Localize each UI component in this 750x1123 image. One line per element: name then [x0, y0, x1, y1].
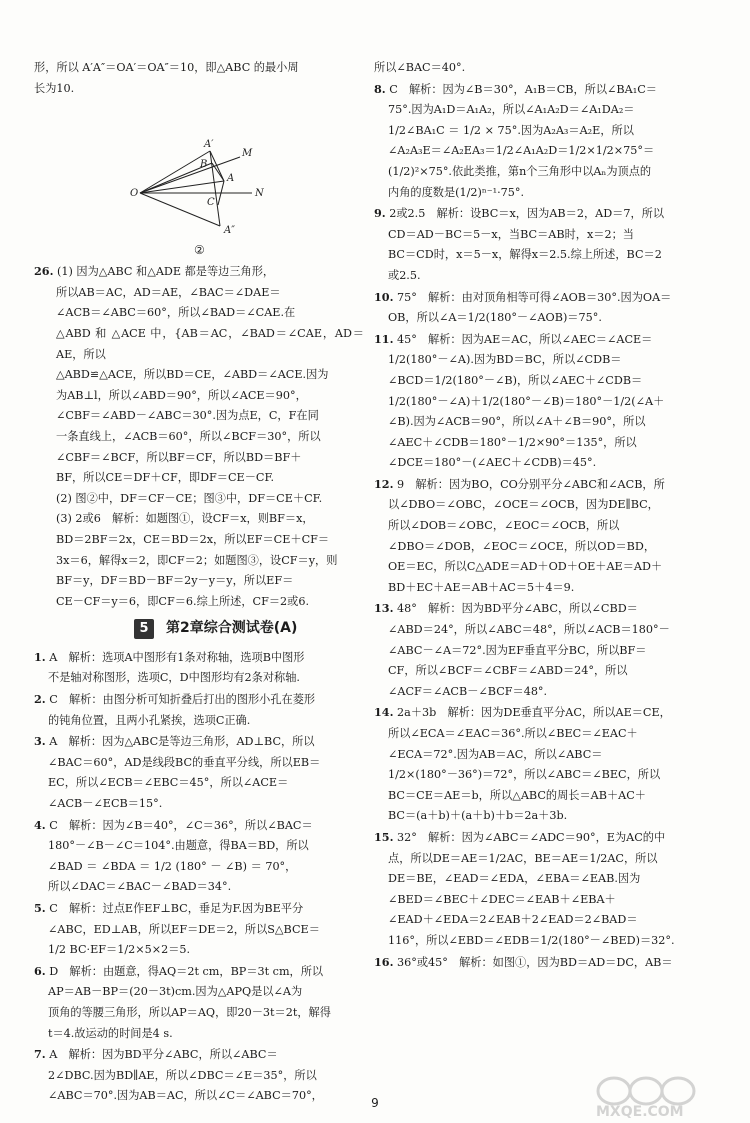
answer-line [34, 731, 364, 753]
answer-list [374, 58, 720, 973]
answer-line [374, 931, 720, 952]
answer-line [374, 890, 720, 911]
question-number: 7. [34, 1047, 46, 1062]
answer-line [374, 537, 720, 558]
answer-line [34, 836, 364, 857]
answer-text: ∠BAD ＝ ∠BDA ＝ 1/2 (180° － ∠B) ＝ 70°， [48, 859, 297, 873]
answer-text: 32° 解析：因为∠ABC＝∠ADC＝90°，E为AC的中 [397, 830, 666, 844]
answer-line: 为AB⊥l，所以∠ABD＝90°，所以∠ACE＝90°， [56, 388, 307, 402]
answer-line [34, 689, 364, 711]
answer-text: A 解析：因为△ABC是等边三角形，AD⊥BC，所以 [49, 735, 315, 749]
answer-text: 9 解析：因为BO，CO分别平分∠ABC和∠ACB，所 [397, 477, 665, 491]
answer-text: C 解析：过点E作EF⊥BC，垂足为F.因为BE平分 [49, 902, 304, 915]
answer-line [34, 815, 364, 837]
question-number: 15. [374, 829, 394, 844]
answer-line [34, 1066, 364, 1087]
answer-text: 75°.因为A₁D＝A₁A₂，所以∠A₁A₂D＝∠A₁DA₂＝ [388, 103, 635, 117]
answer-line [374, 661, 720, 682]
answer-text: 2∠DBC.因为BD∥AE，所以∠DBC＝∠E＝35°，所以 [48, 1068, 317, 1082]
answer-text: ∠ACB－∠ECB＝15°. [48, 797, 163, 811]
answer-line [34, 773, 364, 794]
answer-line [374, 100, 720, 121]
answer-text: ∠BED＝∠BEC＋∠DEC＝∠EAB＋∠EBA＋ [388, 892, 616, 906]
answer-text: 2或2.5 解析：设BC＝x，因为AB＝2，AD＝7，所以 [389, 207, 665, 221]
answer-line: (3) 2或6 解析：如题图①，设CF＝x，则BF＝x， [56, 512, 314, 526]
answer-text: ∠ABD＝24°，所以∠ABC＝48°，所以∠ACB＝180°－ [388, 623, 670, 637]
watermark-logo [586, 1073, 736, 1119]
answer-text: ∠BAC＝60°，AD是线段BC的垂直平分线，所以EB＝ [48, 755, 321, 769]
answer-line [34, 1044, 364, 1066]
answer-text: ∠ABC＝70°.因为AB＝AC，所以∠C＝∠ABC＝70°， [48, 1089, 323, 1103]
point-label: C [207, 197, 215, 209]
page-number: 9 [371, 1096, 379, 1110]
answer-line [374, 453, 720, 474]
answer-text: 1/2×(180°－36°)＝72°，所以∠ABC＝∠BEC，所以 [388, 768, 661, 782]
answer-text: 或2.5. [388, 268, 421, 282]
answer-line [374, 203, 720, 225]
answer-line [374, 910, 720, 931]
answer-line [374, 724, 720, 745]
answer-text: t＝4.故运动的时间是4 s. [48, 1026, 173, 1040]
answer-text: 36°或45° 解析：如图①，因为BD＝AD＝DC，AB＝ [397, 955, 673, 969]
answer-line [374, 495, 720, 516]
answer-line: ∠ACB＝∠ABC＝60°，所以∠BAD＝∠CAE.在 [56, 306, 296, 320]
answer-line [374, 433, 720, 454]
answer-text: ∠ECA＝72°.因为AB＝AC，所以∠ABC＝ [388, 747, 603, 761]
question-number: 12. [374, 476, 394, 491]
point-label: N [255, 188, 264, 200]
answer-line [374, 287, 720, 309]
answer-line [34, 753, 364, 774]
question-number: 13. [374, 601, 394, 616]
answer-line [34, 1003, 364, 1024]
answer-text: ∠DBO＝∠DOB，∠EOC＝∠OCE，所以OD＝BD， [388, 539, 656, 553]
answer-text: A 解析：因为BD平分∠ABC，所以∠ABC＝ [49, 1048, 278, 1062]
answer-text: ∠ABC－∠A＝72°.因为EF垂直平分BC，所以BF＝ [388, 643, 647, 657]
answer-line [374, 245, 720, 266]
answer-text: 所以∠DOB＝∠OBC，∠EOC＝∠OCB，所以 [388, 519, 620, 533]
question-number: 9. [374, 206, 386, 221]
answer-line: 所以AB＝AC，AD＝AE，∠BAC＝∠DAE＝ [56, 285, 281, 299]
answer-list [34, 647, 364, 1107]
answer-line [374, 392, 720, 413]
answer-text: 1/2 BC·EF＝1/2×5×2＝5. [48, 943, 191, 957]
answer-line [34, 940, 364, 961]
question-number: 1. [34, 649, 46, 664]
answer-text: C 解析：因为∠B＝30°，A₁B＝CB，所以∠BA₁C＝ [389, 82, 657, 96]
answer-text: ∠ACF＝∠ACB－∠BCF＝48°. [388, 684, 548, 698]
answer-line [34, 920, 364, 941]
answer-line [34, 668, 364, 689]
answer-text: 所以∠DAC＝∠BAC－∠BAD＝34°. [48, 880, 232, 894]
answer-text: 内角的度数是(1/2)ⁿ⁻¹·75°. [388, 185, 525, 199]
answer-text: BD＋EC＋AE＝AB＋AC＝5＋4＝9. [388, 580, 575, 594]
answer-line: △ABD 和 △ACE 中，{AB＝AC，∠BAD＝∠CAE，AD＝AE，所以 [56, 326, 364, 361]
answer-line [374, 702, 720, 724]
question-number: 11. [374, 331, 394, 346]
point-label: B [200, 159, 208, 171]
answer-line [374, 79, 720, 101]
answer-text: ∠EAD＋∠EDA＝2∠EAB＋2∠EAD＝2∠BAD＝ [388, 913, 638, 927]
answer-text: 2a＋3b 解析：因为DE垂直平分AC，所以AE＝CE， [397, 706, 671, 720]
section-title: 第2章综合测试卷(A) [166, 620, 298, 637]
watermark-text: MXQE.COM [596, 1104, 684, 1119]
question-number: 5. [34, 901, 46, 915]
answer-line [374, 952, 720, 974]
answer-line [374, 869, 720, 890]
answer-line [374, 162, 720, 183]
answer-line [374, 371, 720, 392]
question-number: 4. [34, 817, 46, 832]
answer-text: 所以∠BAC＝40°. [374, 61, 466, 74]
answer-line: (1) 因为△ABC 和△ADE 都是等边三角形， [57, 265, 275, 279]
answer-line [374, 641, 720, 662]
answer-text: OB，所以∠A＝1/2(180°－∠AOB)＝75°. [388, 311, 602, 325]
answer-line [34, 961, 364, 983]
answer-line [374, 598, 720, 620]
answer-text: ∠DCE＝180°－(∠AEC＋∠CDB)＝45°. [388, 456, 597, 470]
question-number: 14. [374, 705, 394, 720]
answer-line: BF＝y，DF＝BD－BF＝2y－y＝y，所以EF＝ [56, 574, 294, 588]
answer-text: 不是轴对称图形，选项C，D中图形均有2条对称轴. [48, 671, 300, 685]
answer-line [374, 578, 720, 599]
answer-line [374, 682, 720, 703]
answer-text: 180°－∠B－∠C＝104°.由题意，得BA＝BD，所以 [48, 839, 309, 853]
answer-line: 3x＝6，解得x＝2，即CF＝2；如题图③，设CF＝y，则 [56, 553, 338, 567]
point-label: A [227, 173, 235, 185]
answer-text: 顶角的等腰三角形，所以AP＝AQ，即20－3t＝2t，解得 [48, 1005, 331, 1019]
answer-line: ∠CBF＝∠BCF，所以BF＝CF，所以BD＝BF＋ [56, 450, 302, 464]
question-number: 6. [34, 963, 46, 978]
answer-line [34, 1024, 364, 1045]
question-number: 16. [374, 954, 394, 969]
question-number: 3. [34, 734, 46, 749]
answer-line [34, 857, 364, 878]
answer-line [374, 308, 720, 329]
answer-text: 45° 解析：因为AE＝AC，所以∠AEC＝∠ACE＝ [397, 332, 653, 346]
answer-text: 116°，所以∠EBD＝∠EDB＝1/2(180°－∠BED)＝32°. [388, 933, 675, 947]
answer-line [374, 474, 720, 496]
answer-text: DE＝BE，∠EAD＝∠EDA，∠EBA＝∠EAB.因为 [388, 872, 641, 886]
answer-text: BC＝CE＝AE＝b，所以△ABC的周长＝AB＋AC＋ [388, 788, 646, 802]
answer-line [374, 266, 720, 287]
answer-line [374, 786, 720, 807]
answer-line [374, 765, 720, 786]
answer-line [374, 141, 720, 162]
answer-line [374, 620, 720, 641]
answer-line: BD＝2BF＝2x，CE＝BD＝2x，所以EF＝CE＋CF＝ [56, 532, 330, 546]
answer-text: 1/2∠BA₁C ＝ 1/2 × 75°.因为A₂A₃＝A₂E，所以 [388, 123, 634, 137]
section-heading [34, 618, 364, 639]
answer-line [374, 557, 720, 578]
answer-text: ∠A₂A₃E＝∠A₂EA₃＝1/2∠A₁A₂D＝1/2×1/2×75°＝ [388, 144, 655, 158]
answer-line [34, 647, 364, 669]
answer-line [374, 58, 720, 79]
answer-line [374, 516, 720, 537]
right-column [374, 58, 720, 973]
answer-text: C 解析：由图分析可知折叠后打出的图形小孔在菱形 [49, 693, 316, 707]
answer-line [374, 849, 720, 870]
answer-line: ∠CBF＝∠ABD－∠ABC＝30°.因为点E，C，F在同 [56, 409, 319, 423]
point-label: A′ [204, 139, 214, 151]
answer-line [34, 898, 364, 920]
answer-line [374, 745, 720, 766]
question-number: 2. [34, 692, 46, 707]
answer-text: C 解析：因为∠B＝40°，∠C＝36°，所以∠BAC＝ [49, 818, 313, 832]
answer-text: BC＝CD时，x＝5－x，解得x＝2.5.综上所述，BC＝2 [388, 248, 662, 262]
answer-line [374, 183, 720, 204]
answer-text: ∠AEC＋∠CDB＝180°－1/2×90°＝135°，所以 [388, 435, 637, 449]
question-26 [34, 261, 364, 283]
answer-line [374, 827, 720, 849]
question-number: 8. [374, 81, 386, 96]
answer-line [34, 982, 364, 1003]
question-number: 10. [374, 289, 394, 304]
answer-text: 的钝角位置，且两小孔紧挨，选项C正确. [48, 713, 251, 727]
answer-text: ∠B).因为∠ACB＝90°，所以∠A＋∠B＝90°，所以 [388, 415, 646, 429]
answer-text: 75° 解析：由对顶角相等可得∠AOB＝30°.因为OA＝ [397, 290, 672, 304]
answer-text: CD＝AD－BC＝5－x，当BC＝AB时，x＝2；当 [388, 227, 634, 241]
geometry-figure [34, 101, 364, 257]
answer-text: BC＝(a＋b)＋(a＋b)＋b＝2a＋3b. [388, 809, 568, 823]
answer-text: ∠ABC，ED⊥AB，所以EF＝DE＝2，所以S△BCE＝ [48, 922, 320, 936]
intro-line: 形，所以 A′A″＝OA′＝OA″＝10，即△ABC 的最小周 [34, 61, 299, 74]
answer-line: BF，所以CE＝DF＋CF，即DF＝CE－CF. [56, 471, 275, 485]
answer-text: A 解析：选项A中图形有1条对称轴，选项B中图形 [49, 650, 305, 664]
answer-text: OE＝EC，所以C△ADE＝AD＋OD＋OE＋AE＝AD＋ [388, 560, 663, 574]
answer-text: 所以∠ECA＝∠EAC＝36°.所以∠BEC＝∠EAC＋ [388, 727, 638, 740]
answer-text: 48° 解析：因为BD平分∠ABC，所以∠CBD＝ [397, 602, 638, 616]
answer-text: ∠BCD＝1/2(180°－∠B)，所以∠AEC＋∠CDB＝ [388, 373, 643, 387]
left-column [34, 58, 364, 1107]
answer-line [374, 806, 720, 827]
answer-line: △ABD≌△ACE，所以BD＝CE，∠ABD＝∠ACE.因为 [56, 368, 329, 382]
answer-text: EC，所以∠ECB＝∠EBC＝45°，所以∠ACE＝ [48, 776, 289, 790]
answer-text: AP＝AB－BP＝(20－3t)cm.因为△APQ是以∠A为 [48, 985, 303, 999]
answer-line: 一条直线上，∠ACB＝60°，所以∠BCF＝30°，所以 [56, 429, 321, 443]
point-label: O [130, 188, 139, 200]
figure-label: ② [194, 243, 205, 258]
answer-line [34, 877, 364, 898]
answer-line [374, 412, 720, 433]
answer-text: 点，所以DE＝AE＝1/2AC，BE＝AE＝1/2AC，所以 [388, 851, 658, 865]
section-badge: 5 [134, 619, 154, 639]
figure-svg [34, 101, 364, 257]
question-number: 26. [34, 264, 54, 279]
answer-line: (2) 图②中，DF＝CF－CE；图③中，DF＝CE＋CF. [56, 491, 323, 505]
answer-line [374, 225, 720, 246]
point-label: A″ [224, 225, 235, 237]
answer-text: 1/2(180°－∠A).因为BD＝BC，所以∠CDB＝ [388, 353, 622, 367]
answer-line [374, 121, 720, 142]
answer-line [34, 794, 364, 815]
answer-line: CE－CF＝y＝6，即CF＝6.综上所述，CF＝2或6. [56, 594, 310, 608]
answer-line [374, 350, 720, 371]
answer-text: (1/2)²×75°.依此类推，第n个三角形中以Aₙ为顶点的 [388, 164, 652, 178]
answer-line [34, 711, 364, 732]
answer-text: D 解析：由题意，得AQ＝2t cm，BP＝3t cm，所以 [49, 964, 324, 978]
answer-text: 1/2(180°－∠A)＋1/2(180°－∠B)＝180°－1/2(∠A＋ [388, 394, 665, 408]
answer-line [374, 329, 720, 351]
answer-text: CF，所以∠BCF＝∠CBF＝∠ABD＝24°，所以 [388, 664, 628, 678]
answer-text: 以∠DBO＝∠OBC，∠OCE＝∠OCB，因为DE∥BC， [388, 498, 659, 512]
intro-line: 长为10. [34, 81, 75, 95]
point-label: M [242, 148, 253, 160]
